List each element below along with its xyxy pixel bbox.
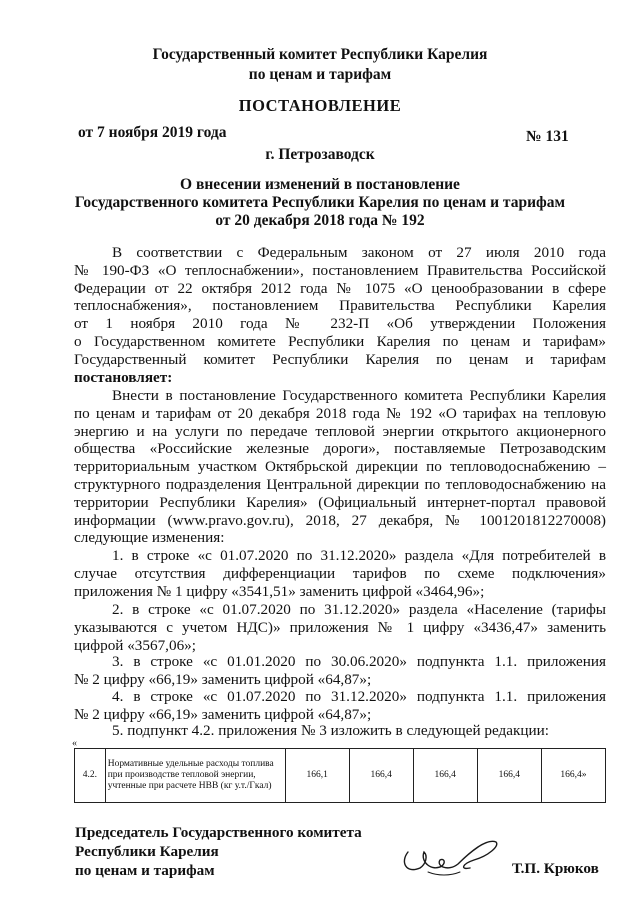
text-line: В соответствии с Федеральным законом от 27 июля 2010 года [112,244,606,261]
table-row [75,749,606,803]
text-line: 2. в строке «с 01.07.2020 по 31.12.2020» раздела «Население (тарифы [112,601,606,618]
document-date: от 7 ноября 2019 года [78,124,227,141]
organization-name: Государственный комитет Республики Карелия [152,46,488,63]
table-cell-value: 166,4 [413,749,477,803]
document-number: № 131 [526,128,569,145]
document-subject-line1: О внесении изменений в постановление [180,176,460,193]
text-line: № 190-ФЗ «О теплоснабжении», постановлением Правительства Российской [74,261,606,279]
text-line: информации (www.pravo.gov.ru), 2018, 27 декабря, № 1001201812270008) [74,511,606,529]
text-line: общества «Российские железные дороги», поставляемые Петрозаводским [74,440,606,458]
text-line: Внести в постановление Государственного комитета Республики Карелия [112,387,606,404]
text-line: цифрой «3567,06»; [74,636,196,654]
list-item-1 [74,547,606,600]
table-cell-row-number: 4.2. [75,749,106,803]
text-line: 4. в строке «с 01.07.2020 по 31.12.2020» подпункта 1.1. приложения [112,688,606,705]
text-line: энергию и на услуги по передаче тепловой энергии открытого акционерного [74,422,606,440]
table-cell-label: Нормативные удельные расходы топлива при производстве тепловой энергии, учтенные при расчете НВВ (кг у.т./Гкал) [105,749,285,803]
document-subject-line2: Государственного комитета Республики Карелия по ценам и тарифам [74,194,566,211]
text-line: от 1 ноября 2010 года № 232-П «Об утверждении Положения [74,315,606,333]
text-line: № 2 цифру «66,19» заменить цифрой «64,87»; [74,705,372,723]
text-line: № 2 цифру «66,19» заменить цифрой «64,87»; [74,670,372,688]
norms-table [74,748,606,803]
amendment-paragraph [74,387,606,547]
text-line: следующие изменения: [74,529,225,547]
document-subject-line3: от 20 декабря 2018 года № 192 [215,212,425,229]
table-cell-value: 166,4» [541,749,605,803]
text-line: по ценам и тарифам от 20 декабря 2018 года № 192 «О тарифах на тепловую [74,404,606,422]
text-line: о Государственном комитете Республики Карелия по ценам и тарифам» [74,332,606,350]
list-item-5: 5. подпункт 4.2. приложения № 3 изложить в следующей редакции: [112,722,549,739]
handwritten-signature [398,832,502,884]
text-line: теплоснабжения», постановлением Правительства Республики Карелия [74,297,606,315]
organization-name-line2: по ценам и тарифам [248,66,392,83]
signatory-name: Т.П. Крюков [512,860,599,877]
signatory-title-line3: по ценам и тарифам [75,862,215,879]
list-item-3 [74,653,606,689]
table-cell-value: 166,4 [349,749,413,803]
table-cell-value: 166,1 [285,749,349,803]
signatory-title [75,823,362,880]
text-line: структурного подразделения Центральной дирекции по тепловодоснабжению на [74,475,606,493]
signatory-title-line1: Председатель Государственного комитета [75,824,362,841]
opening-quote: « [72,738,77,749]
signatory-title-line2: Республики Карелия [75,843,219,860]
text-line: Государственный комитет Республики Карелия по ценам и тарифам [74,350,606,368]
text-line: 1. в строке «с 01.07.2020 по 31.12.2020» раздела «Для потребителей в [112,547,606,564]
text-line: территории Республики Карелия» (Официальный интернет-портал правовой [74,493,606,511]
document-type: ПОСТАНОВЛЕНИЕ [238,96,402,115]
list-item-2 [74,601,606,654]
resolves-word: постановляет: [74,368,173,386]
text-line: территориальным участком Октябрьской дирекции по тепловодоснабжению – [74,458,606,476]
table-cell-value: 166,4 [477,749,541,803]
preamble-paragraph [74,244,606,386]
text-line: указываются с учетом НДС)» приложения № 1 цифру «3436,47» заменить [74,618,606,636]
list-item-4 [74,688,606,724]
text-line: 3. в строке «с 01.01.2020 по 30.06.2020» подпункта 1.1. приложения [112,653,606,670]
text-line: приложения № 1 цифру «3541,51» заменить цифрой «3464,96»; [74,582,485,600]
document-city: г. Петрозаводск [265,146,375,163]
text-line: случае отсутствия дифференциации тарифов по схеме подключения» [74,564,606,582]
text-line: Федерации от 22 октября 2012 года № 1075 «О ценообразовании в сфере [74,279,606,297]
